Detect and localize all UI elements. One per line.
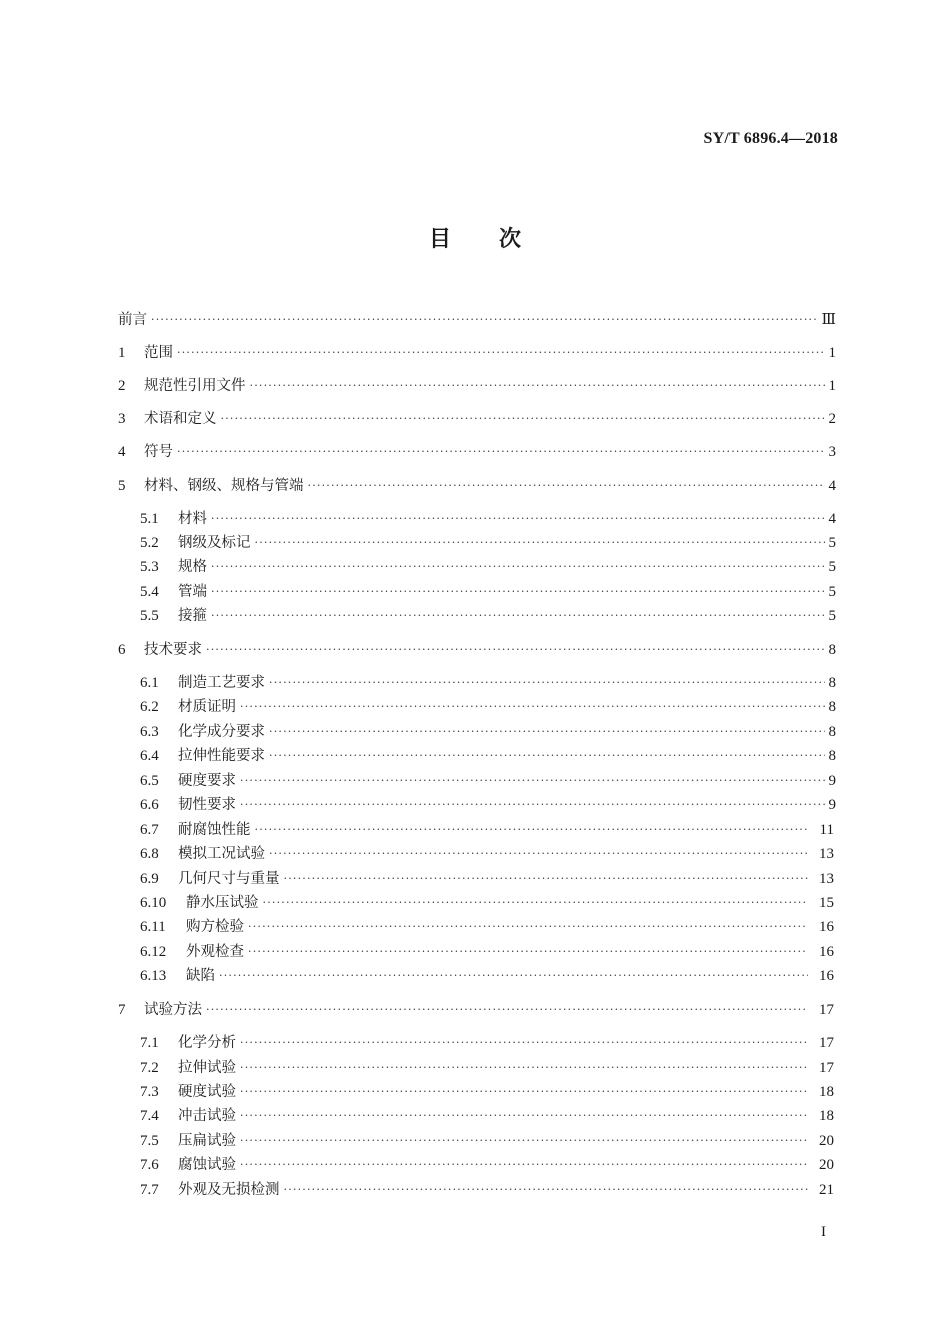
toc-entry[interactable] <box>140 893 834 913</box>
toc-entry[interactable] <box>140 1180 834 1200</box>
toc-entry-label: 技术要求 <box>144 642 202 658</box>
toc-entry-label: 耐腐蚀性能 <box>178 822 251 838</box>
toc-entry-label: 化学成分要求 <box>178 724 265 740</box>
toc-entry[interactable] <box>140 820 834 840</box>
toc-entry-number: 6.11 <box>140 919 166 935</box>
toc-entry-label: 规格 <box>178 559 207 575</box>
toc-entry-label: 拉伸性能要求 <box>178 748 265 764</box>
toc-entry-number: 2 <box>118 378 126 394</box>
toc-entry-label: 术语和定义 <box>144 411 217 427</box>
toc-leader-dots <box>240 1082 808 1102</box>
toc-entry-page: 13 <box>819 846 834 862</box>
toc-entry-page: 3 <box>828 444 836 460</box>
toc-entry[interactable] <box>140 869 834 889</box>
toc-entry-number: 7.6 <box>140 1157 159 1173</box>
toc-leader-dots <box>206 1000 808 1020</box>
toc-entry[interactable] <box>118 442 836 462</box>
toc-entry-page: 18 <box>819 1084 834 1100</box>
toc-entry-number: 7.7 <box>140 1182 159 1198</box>
toc-entry-number: 6.5 <box>140 773 159 789</box>
toc-entry[interactable] <box>118 409 836 429</box>
toc-entry-number: 5 <box>118 478 126 494</box>
toc-entry-label: 前言 <box>118 312 147 328</box>
toc-entry-label: 试验方法 <box>144 1002 202 1018</box>
toc-entry[interactable] <box>140 1131 834 1151</box>
toc-entry-label: 硬度要求 <box>178 773 236 789</box>
toc-entry[interactable] <box>140 1058 834 1078</box>
toc-entry-label: 材质证明 <box>178 699 236 715</box>
toc-entry-page: 4 <box>828 478 836 494</box>
toc-entry-label: 外观及无损检测 <box>178 1182 280 1198</box>
toc-entry-page: 2 <box>828 411 836 427</box>
toc-entry[interactable] <box>118 476 836 496</box>
toc-entry[interactable] <box>140 844 834 864</box>
toc-entry-label: 制造工艺要求 <box>178 675 265 691</box>
toc-entry[interactable] <box>140 1106 834 1126</box>
toc-entry-label: 购方检验 <box>186 919 244 935</box>
toc-entry-number: 6.13 <box>140 968 167 984</box>
toc-entry-page: 1 <box>828 378 836 394</box>
toc-entry-number: 1 <box>118 345 126 361</box>
toc-leader-dots <box>263 893 809 913</box>
toc-entry-number: 4 <box>118 444 126 460</box>
toc-leader-dots <box>206 640 825 660</box>
toc-entry-label: 拉伸试验 <box>178 1060 236 1076</box>
toc-entry-page: 13 <box>819 871 834 887</box>
toc-entry-label: 静水压试验 <box>186 895 259 911</box>
toc-leader-dots <box>248 917 808 937</box>
toc-entry[interactable] <box>140 509 836 529</box>
toc-entry-label: 几何尺寸与重量 <box>178 871 280 887</box>
toc-leader-dots <box>211 509 825 529</box>
toc-leader-dots <box>269 673 825 693</box>
toc-entry[interactable] <box>140 606 836 626</box>
page-number: I <box>821 1224 826 1240</box>
toc-entry-number: 5.5 <box>140 608 159 624</box>
toc-entry[interactable] <box>118 376 836 396</box>
toc-entry-number: 7.3 <box>140 1084 159 1100</box>
toc-leader-dots <box>151 310 818 330</box>
toc-entry-page: 5 <box>828 535 836 551</box>
page-title: 目次 <box>428 227 569 252</box>
toc-entry-page: 21 <box>819 1182 834 1198</box>
toc-leader-dots <box>269 746 825 766</box>
toc-entry-label: 管端 <box>178 584 207 600</box>
toc-leader-dots <box>211 557 825 577</box>
toc-entry-label: 韧性要求 <box>178 797 236 813</box>
toc-entry-page: 17 <box>819 1060 834 1076</box>
toc-entry-number: 6.7 <box>140 822 159 838</box>
toc-leader-dots <box>269 722 825 742</box>
toc-leader-dots <box>177 343 825 363</box>
toc-entry-number: 3 <box>118 411 126 427</box>
toc-entry[interactable] <box>140 746 836 766</box>
toc-entry-label: 符号 <box>144 444 173 460</box>
toc-leader-dots <box>240 1131 808 1151</box>
toc-entry-page: 8 <box>828 642 836 658</box>
toc-entry[interactable] <box>140 1155 834 1175</box>
toc-entry-label: 材料、钢级、规格与管端 <box>144 478 304 494</box>
toc-entry-label: 缺陷 <box>186 968 215 984</box>
toc-leader-dots <box>240 771 825 791</box>
toc-entry[interactable] <box>140 917 834 937</box>
toc-entry[interactable] <box>140 771 836 791</box>
toc-entry-label: 外观检查 <box>186 944 244 960</box>
toc-leader-dots <box>240 795 825 815</box>
toc-entry-page: 5 <box>828 559 836 575</box>
toc-entry-page: 11 <box>819 822 834 838</box>
toc-entry-page: 8 <box>828 724 836 740</box>
toc-leader-dots <box>255 820 809 840</box>
toc-entry-label: 范围 <box>144 345 173 361</box>
toc-entry-label: 材料 <box>178 511 207 527</box>
toc-entry[interactable] <box>140 722 836 742</box>
toc-entry-page: 17 <box>819 1002 834 1018</box>
toc-entry-page: 5 <box>828 584 836 600</box>
toc-entry-label: 化学分析 <box>178 1035 236 1051</box>
toc-entry-page: 5 <box>828 608 836 624</box>
toc-leader-dots <box>219 966 808 986</box>
toc-leader-dots <box>255 533 825 553</box>
toc-entry-number: 7.2 <box>140 1060 159 1076</box>
toc-leader-dots <box>284 1180 809 1200</box>
toc-entry-number: 5.4 <box>140 584 159 600</box>
toc-entry-number: 5.3 <box>140 559 159 575</box>
toc-leader-dots <box>221 409 825 429</box>
toc-entry-number: 6.2 <box>140 699 159 715</box>
toc-entry[interactable] <box>118 310 836 330</box>
toc-entry[interactable] <box>140 966 834 986</box>
toc-entry-page: 1 <box>828 345 836 361</box>
toc-entry-number: 6.10 <box>140 895 167 911</box>
toc-entry[interactable] <box>118 640 836 660</box>
toc-entry-number: 6.6 <box>140 797 159 813</box>
toc-entry-label: 规范性引用文件 <box>144 378 246 394</box>
toc-entry[interactable] <box>140 697 836 717</box>
toc-entry-page: 16 <box>819 919 834 935</box>
toc-leader-dots <box>308 476 825 496</box>
toc-leader-dots <box>240 1033 808 1053</box>
toc-leader-dots <box>240 1155 808 1175</box>
toc-entry-page: 8 <box>828 748 836 764</box>
toc-entry-label: 接箍 <box>178 608 207 624</box>
toc-entry-number: 6.8 <box>140 846 159 862</box>
toc-entry-page: 16 <box>819 968 834 984</box>
toc-leader-dots <box>269 844 808 864</box>
toc-leader-dots <box>240 1106 808 1126</box>
toc-entry[interactable] <box>140 795 836 815</box>
toc-entry-page: 8 <box>828 699 836 715</box>
toc-entry-number: 6.4 <box>140 748 159 764</box>
standard-code: SY/T 6896.4—2018 <box>703 130 838 147</box>
toc-entry-number: 7 <box>118 1002 126 1018</box>
toc-entry-page: 20 <box>819 1157 834 1173</box>
toc-leader-dots <box>211 582 825 602</box>
toc-entry-page: 20 <box>819 1133 834 1149</box>
toc-entry-number: 7.5 <box>140 1133 159 1149</box>
toc-entry[interactable] <box>140 942 834 962</box>
toc-entry-page: 8 <box>828 675 836 691</box>
toc-leader-dots <box>250 376 825 396</box>
toc-entry-page: 16 <box>819 944 834 960</box>
toc-leader-dots <box>240 697 825 717</box>
toc-leader-dots <box>177 442 825 462</box>
toc-entry-number: 6.12 <box>140 944 167 960</box>
toc-entry-page: Ⅲ <box>821 312 836 328</box>
toc-entry-page: 17 <box>819 1035 834 1051</box>
toc-entry-label: 钢级及标记 <box>178 535 251 551</box>
toc-entry-page: 18 <box>819 1108 834 1124</box>
toc-entry-label: 冲击试验 <box>178 1108 236 1124</box>
toc-entry[interactable] <box>140 582 836 602</box>
toc-leader-dots <box>248 942 808 962</box>
toc-entry-label: 模拟工况试验 <box>178 846 265 862</box>
toc-entry-number: 7.1 <box>140 1035 159 1051</box>
toc-leader-dots <box>284 869 809 889</box>
toc-entry-page: 4 <box>828 511 836 527</box>
toc-entry-page: 9 <box>828 797 836 813</box>
toc-entry[interactable] <box>118 1000 834 1020</box>
toc-entry-label: 压扁试验 <box>178 1133 236 1149</box>
toc-entry-number: 5.2 <box>140 535 159 551</box>
toc-entry-number: 6.1 <box>140 675 159 691</box>
toc-entry[interactable] <box>140 533 836 553</box>
toc-entry[interactable] <box>118 343 836 363</box>
toc-entry-number: 6.3 <box>140 724 159 740</box>
toc-entry-number: 6.9 <box>140 871 159 887</box>
toc-entry-number: 5.1 <box>140 511 159 527</box>
toc-entry-page: 15 <box>819 895 834 911</box>
toc-entry-page: 9 <box>828 773 836 789</box>
toc-leader-dots <box>211 606 825 626</box>
toc-entry-label: 腐蚀试验 <box>178 1157 236 1173</box>
toc-entry[interactable] <box>140 1082 834 1102</box>
toc-entry[interactable] <box>140 1033 834 1053</box>
toc-entry-number: 7.4 <box>140 1108 159 1124</box>
toc-entry[interactable] <box>140 673 836 693</box>
toc-entry-number: 6 <box>118 642 126 658</box>
toc-entry[interactable] <box>140 557 836 577</box>
toc-entry-label: 硬度试验 <box>178 1084 236 1100</box>
toc-leader-dots <box>240 1058 808 1078</box>
